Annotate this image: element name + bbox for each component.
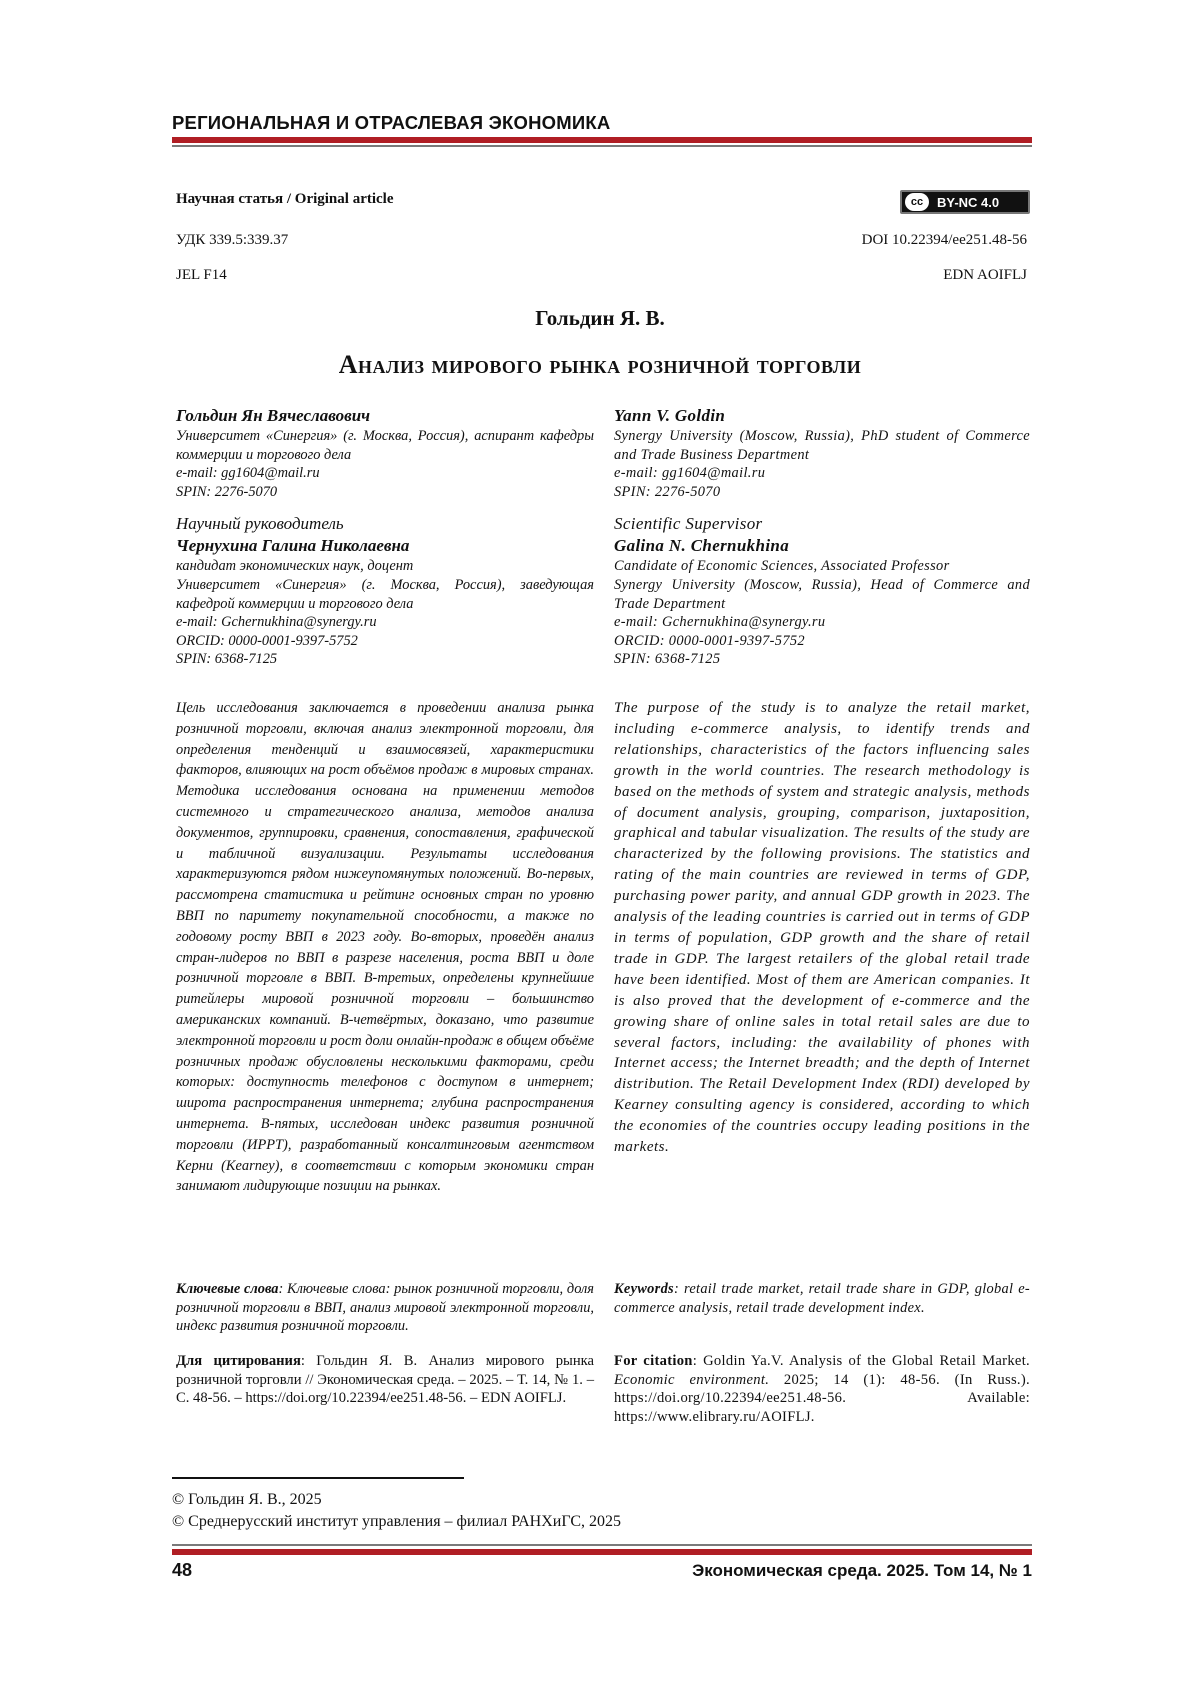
author-affiliation-en: Synergy University (Moscow, Russia), PhD student of Commerce and Trade Business Department [614, 427, 1030, 464]
author-spin-en: SPIN: 2276-5070 [614, 483, 1030, 502]
copyright-publisher: © Среднерусский институт управления – филиал РАНХиГС, 2025 [172, 1511, 621, 1532]
header-red-rule [172, 137, 1032, 143]
page-number: 48 [172, 1560, 192, 1581]
copyright-author: © Гольдин Я. В., 2025 [172, 1489, 322, 1510]
supervisor-affiliation-en: Synergy University (Moscow, Russia), Head of Commerce and Trade Department [614, 576, 1030, 613]
author-name-en: Yann V. Goldin [614, 405, 1030, 427]
edn: EDN AOIFLJ [943, 267, 1027, 284]
footer-red-rule [172, 1549, 1032, 1555]
footnote-separator [172, 1477, 464, 1479]
citation-text-ru: : Гольдин Я. В. Анализ мирового рынка розничной торговли // Экономическая среда. – 2025. – Т. 14, № 1. – С. 48-56. – https://doi.org/10.22394/ee251.48-56. – EDN AOIFLJ. [176, 1353, 594, 1406]
header-grey-rule [172, 145, 1032, 147]
section-title: РЕГИОНАЛЬНАЯ И ОТРАСЛЕВАЯ ЭКОНОМИКА [172, 112, 610, 134]
citation-text-en-1: : Goldin Ya.V. Analysis of the Global Retail Market. [693, 1353, 1030, 1369]
keywords-ru [176, 1280, 594, 1336]
supervisor-email-ru: e-mail: Gchernukhina@synergy.ru [176, 613, 594, 632]
udk: УДК 339.5:339.37 [176, 232, 288, 249]
citation-ru [176, 1352, 594, 1408]
author-info-ru [176, 405, 594, 669]
supervisor-orcid-en: ORCID: 0000-0001-9397-5752 [614, 632, 1030, 651]
citation-journal-en: Economic environment. [614, 1372, 769, 1388]
supervisor-spin-ru: SPIN: 6368-7125 [176, 650, 594, 669]
jel-code: JEL F14 [176, 267, 227, 284]
supervisor-affiliation-ru: Университет «Синергия» (г. Москва, Россия), заведующая кафедрой коммерции и торгового дела [176, 576, 594, 613]
author-email-en: e-mail: gg1604@mail.ru [614, 464, 1030, 483]
supervisor-spin-en: SPIN: 6368-7125 [614, 650, 1030, 669]
footer-grey-rule [172, 1544, 1032, 1546]
citation-text-en-2: 2025; 14 (1): 48-56. (In Russ.). https://doi.org/10.22394/ee251.48-56. Available: https://www.elibrary.ru/AOIFLJ. [614, 1372, 1030, 1425]
supervisor-email-en: e-mail: Gchernukhina@synergy.ru [614, 613, 1030, 632]
supervisor-name-ru: Чернухина Галина Николаевна [176, 535, 594, 557]
keywords-label-en: Keywords [614, 1281, 674, 1297]
license-label: BY-NC 4.0 [937, 195, 999, 210]
keywords-label-ru: Ключевые слова [176, 1281, 278, 1297]
citation-label-en: For citation [614, 1353, 693, 1369]
article-type: Научная статья / Original article [176, 191, 394, 208]
keywords-en [614, 1280, 1030, 1317]
author-email-ru: e-mail: gg1604@mail.ru [176, 464, 594, 483]
license-badge[interactable] [900, 190, 1030, 214]
article-title: Анализ мирового рынка розничной торговли [0, 350, 1200, 380]
authors-line: Гольдин Я. В. [0, 306, 1200, 331]
doi[interactable]: DOI 10.22394/ee251.48-56 [862, 232, 1027, 249]
supervisor-label-en: Scientific Supervisor [614, 513, 1030, 535]
abstract-ru: Цель исследования заключается в проведении анализа рынка розничной торговли, включая анализ электронной торговли, для определения тенденций и взаимосвязей, характеристики факторов, влияющих на рост объёмов продаж в мировых странах. Методика исследования основана на применении методов системного и стратегического анализа, методов анализа документов, группировки, сравнения, сопоставления, графической и табличной визуализации. Результаты исследования характеризуются рядом нижеупомянутых положений. Во-первых, рассмотрена статистика и рейтинг основных стран по уровню ВВП по паритету покупательной способности, а также по годовому росту ВВП в 2023 году. Во-вторых, проведён анализ стран-лидеров по ВВП в разрезе населения, роста ВВП и доле розничной торговле в ВВП. В-третьих, определены крупнейшие ритейлеры мировой розничной торговли – большинство американских компаний. В-четвёртых, доказано, что развитие электронной торговли и рост доли онлайн-продаж в общем объёме розничных продаж обусловлены несколькими факторами, среди которых: доступность телефонов с доступом в интернет; широта распространения интернета; глубина распространения интернета. В-пятых, исследован индекс развития розничной торговли (ИРРТ), разработанный консалтинговым агентством Керни (Kearney), в соответствии с которым экономики стран занимают лидирующие позиции на рынках. [176, 698, 594, 1197]
author-spin-ru: SPIN: 2276-5070 [176, 483, 594, 502]
supervisor-name-en: Galina N. Chernukhina [614, 535, 1030, 557]
author-info-en [614, 405, 1030, 669]
author-name-ru: Гольдин Ян Вячеславович [176, 405, 594, 427]
abstract-en: The purpose of the study is to analyze the retail market, including e-commerce analysis, to identify trends and relationships, characteristics of the factors influencing sales growth in the world countries. The research methodology is based on the methods of system and strategic analysis, methods of document analysis, grouping, comparison, juxtaposition, graphical and tabular visualization. The results of the study are characterized by the following provisions. The statistics and rating of the main countries are reviewed in terms of GDP, purchasing power parity, and annual GDP growth in 2023. The analysis of the leading countries is carried out in terms of GDP in terms of population, GDP growth and the share of retail trade in GDP. The largest retailers of the global retail trade have been identified. Most of them are American companies. It is also proved that the development of e-commerce and the growing share of online sales in total retail sales are due to several factors, including: the availability of phones with Internet access; the Internet breadth; and the depth of Internet distribution. The Retail Development Index (RDI) developed by Kearney consulting agency is considered, according to which the economies of the countries occupy leading positions in the markets. [614, 698, 1030, 1158]
supervisor-label-ru: Научный руководитель [176, 513, 594, 535]
citation-label-ru: Для цитирования [176, 1353, 301, 1369]
cc-icon: cc [905, 193, 929, 211]
supervisor-degree-en: Candidate of Economic Sciences, Associated Professor [614, 557, 1030, 576]
citation-en [614, 1352, 1030, 1426]
supervisor-degree-ru: кандидат экономических наук, доцент [176, 557, 594, 576]
author-affiliation-ru: Университет «Синергия» (г. Москва, Россия), аспирант кафедры коммерции и торгового дела [176, 427, 594, 464]
keywords-text-ru: : Ключевые слова: рынок розничной торговли, доля розничной торговли в ВВП, анализ мировой электронной торговли, индекс развития розничной торговли. [176, 1281, 594, 1334]
supervisor-orcid-ru: ORCID: 0000-0001-9397-5752 [176, 632, 594, 651]
keywords-text-en: : retail trade market, retail trade share in GDP, global e-commerce analysis, retail trade development index. [614, 1281, 1030, 1316]
footer-journal: Экономическая среда. 2025. Том 14, № 1 [692, 1561, 1032, 1581]
